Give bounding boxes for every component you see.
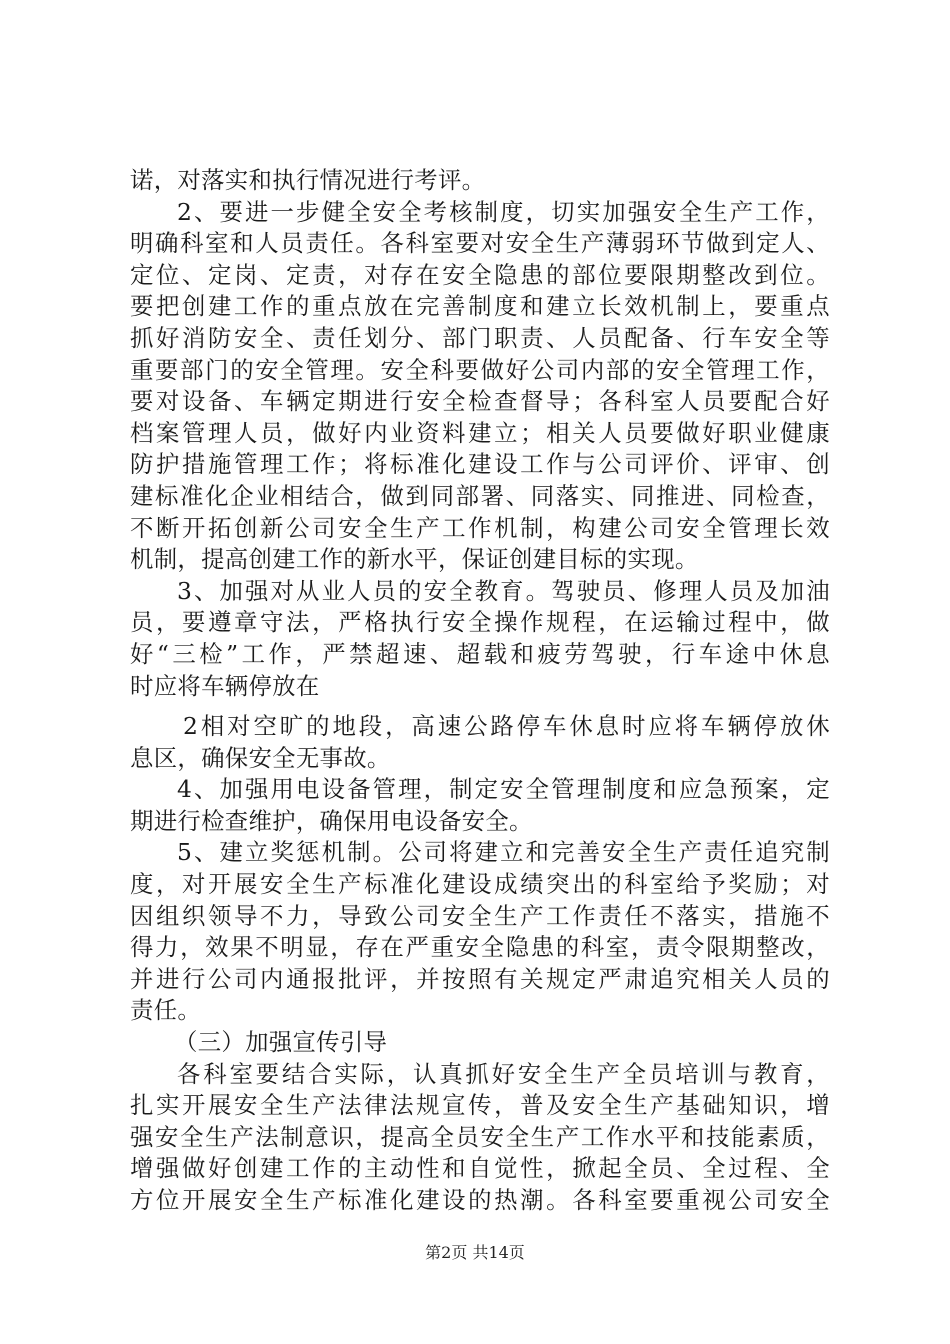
- text-line: 机制，提高创建工作的新水平，保证创建目标的实现。: [130, 545, 699, 574]
- text-line: 2相对空旷的地段，高速公路停车休息时应将车辆停放休: [183, 712, 830, 741]
- text-line: 强安全生产法制意识，提高全员安全生产工作水平和技能素质，: [130, 1122, 830, 1151]
- text-line: 时应将车辆停放在: [130, 671, 320, 700]
- text-line: 并进行公司内通报批评，并按照有关规定严肃追究相关人员的: [130, 964, 830, 993]
- text-line: 扎实开展安全生产法律法规宣传，普及安全生产基础知识，增: [130, 1091, 830, 1120]
- text-line: 抓好消防安全、责任划分、部门职责、人员配备、行车安全等: [130, 323, 830, 352]
- text-line: 2、要进一步健全安全考核制度，切实加强安全生产工作，: [177, 197, 830, 226]
- text-line: 好“三检”工作，严禁超速、超载和疲劳驾驶，行车途中休息: [130, 639, 830, 668]
- text-line: 建标准化企业相结合，做到同部署、同落实、同推进、同检查，: [130, 481, 830, 510]
- text-line: （三）加强宣传引导: [174, 1028, 388, 1057]
- page-footer: 第2页 共14页: [425, 1243, 525, 1262]
- text-line: 息区，确保安全无事故。: [130, 743, 391, 772]
- text-line: 方位开展安全生产标准化建设的热潮。各科室要重视公司安全: [130, 1186, 830, 1214]
- text-line: 明确科室和人员责任。各科室要对安全生产薄弱环节做到定人、: [130, 229, 830, 258]
- text-line: 度，对开展安全生产标准化建设成绩突出的科室给予奖励；对: [130, 870, 830, 899]
- text-line: 增强做好创建工作的主动性和自觉性，掀起全员、全过程、全: [130, 1154, 830, 1183]
- text-line: 定位、定岗、定责，对存在安全隐患的部位要限期整改到位。: [130, 260, 830, 289]
- text-line: 防护措施管理工作；将标准化建设工作与公司评价、评审、创: [130, 450, 830, 479]
- spacer: [130, 702, 830, 711]
- text-line: 4、加强用电设备管理，制定安全管理制度和应急预案，定: [177, 775, 830, 804]
- text-line: 要把创建工作的重点放在完善制度和建立长效机制上，要重点: [130, 292, 830, 321]
- text-line: 3、加强对从业人员的安全教育。驾驶员、修理人员及加油: [177, 576, 830, 605]
- text-line: 期进行检查维护，确保用电设备安全。: [130, 806, 533, 835]
- text-line: 员，要遵章守法，严格执行安全操作规程，在运输过程中，做: [130, 608, 830, 637]
- text-line: 责任。: [130, 996, 202, 1025]
- text-line: 重要部门的安全管理。安全科要做好公司内部的安全管理工作，: [130, 355, 830, 384]
- document-body: [130, 165, 830, 1217]
- text-line: 诺，对落实和执行情况进行考评。: [130, 166, 486, 194]
- text-line: 各科室要结合实际，认真抓好安全生产全员培训与教育，: [177, 1059, 830, 1088]
- text-line: 档案管理人员，做好内业资料建立；相关人员要做好职业健康: [130, 418, 830, 447]
- text-line: 因组织领导不力，导致公司安全生产工作责任不落实，措施不: [130, 901, 830, 930]
- text-line: 不断开拓创新公司安全生产工作机制，构建公司安全管理长效: [130, 513, 830, 542]
- text-line: 要对设备、车辆定期进行安全检查督导；各科室人员要配合好: [130, 387, 830, 416]
- text-line: 5、建立奖惩机制。公司将建立和完善安全生产责任追究制: [177, 838, 830, 867]
- text-line: 得力，效果不明显，存在严重安全隐患的科室，责令限期整改，: [130, 933, 830, 962]
